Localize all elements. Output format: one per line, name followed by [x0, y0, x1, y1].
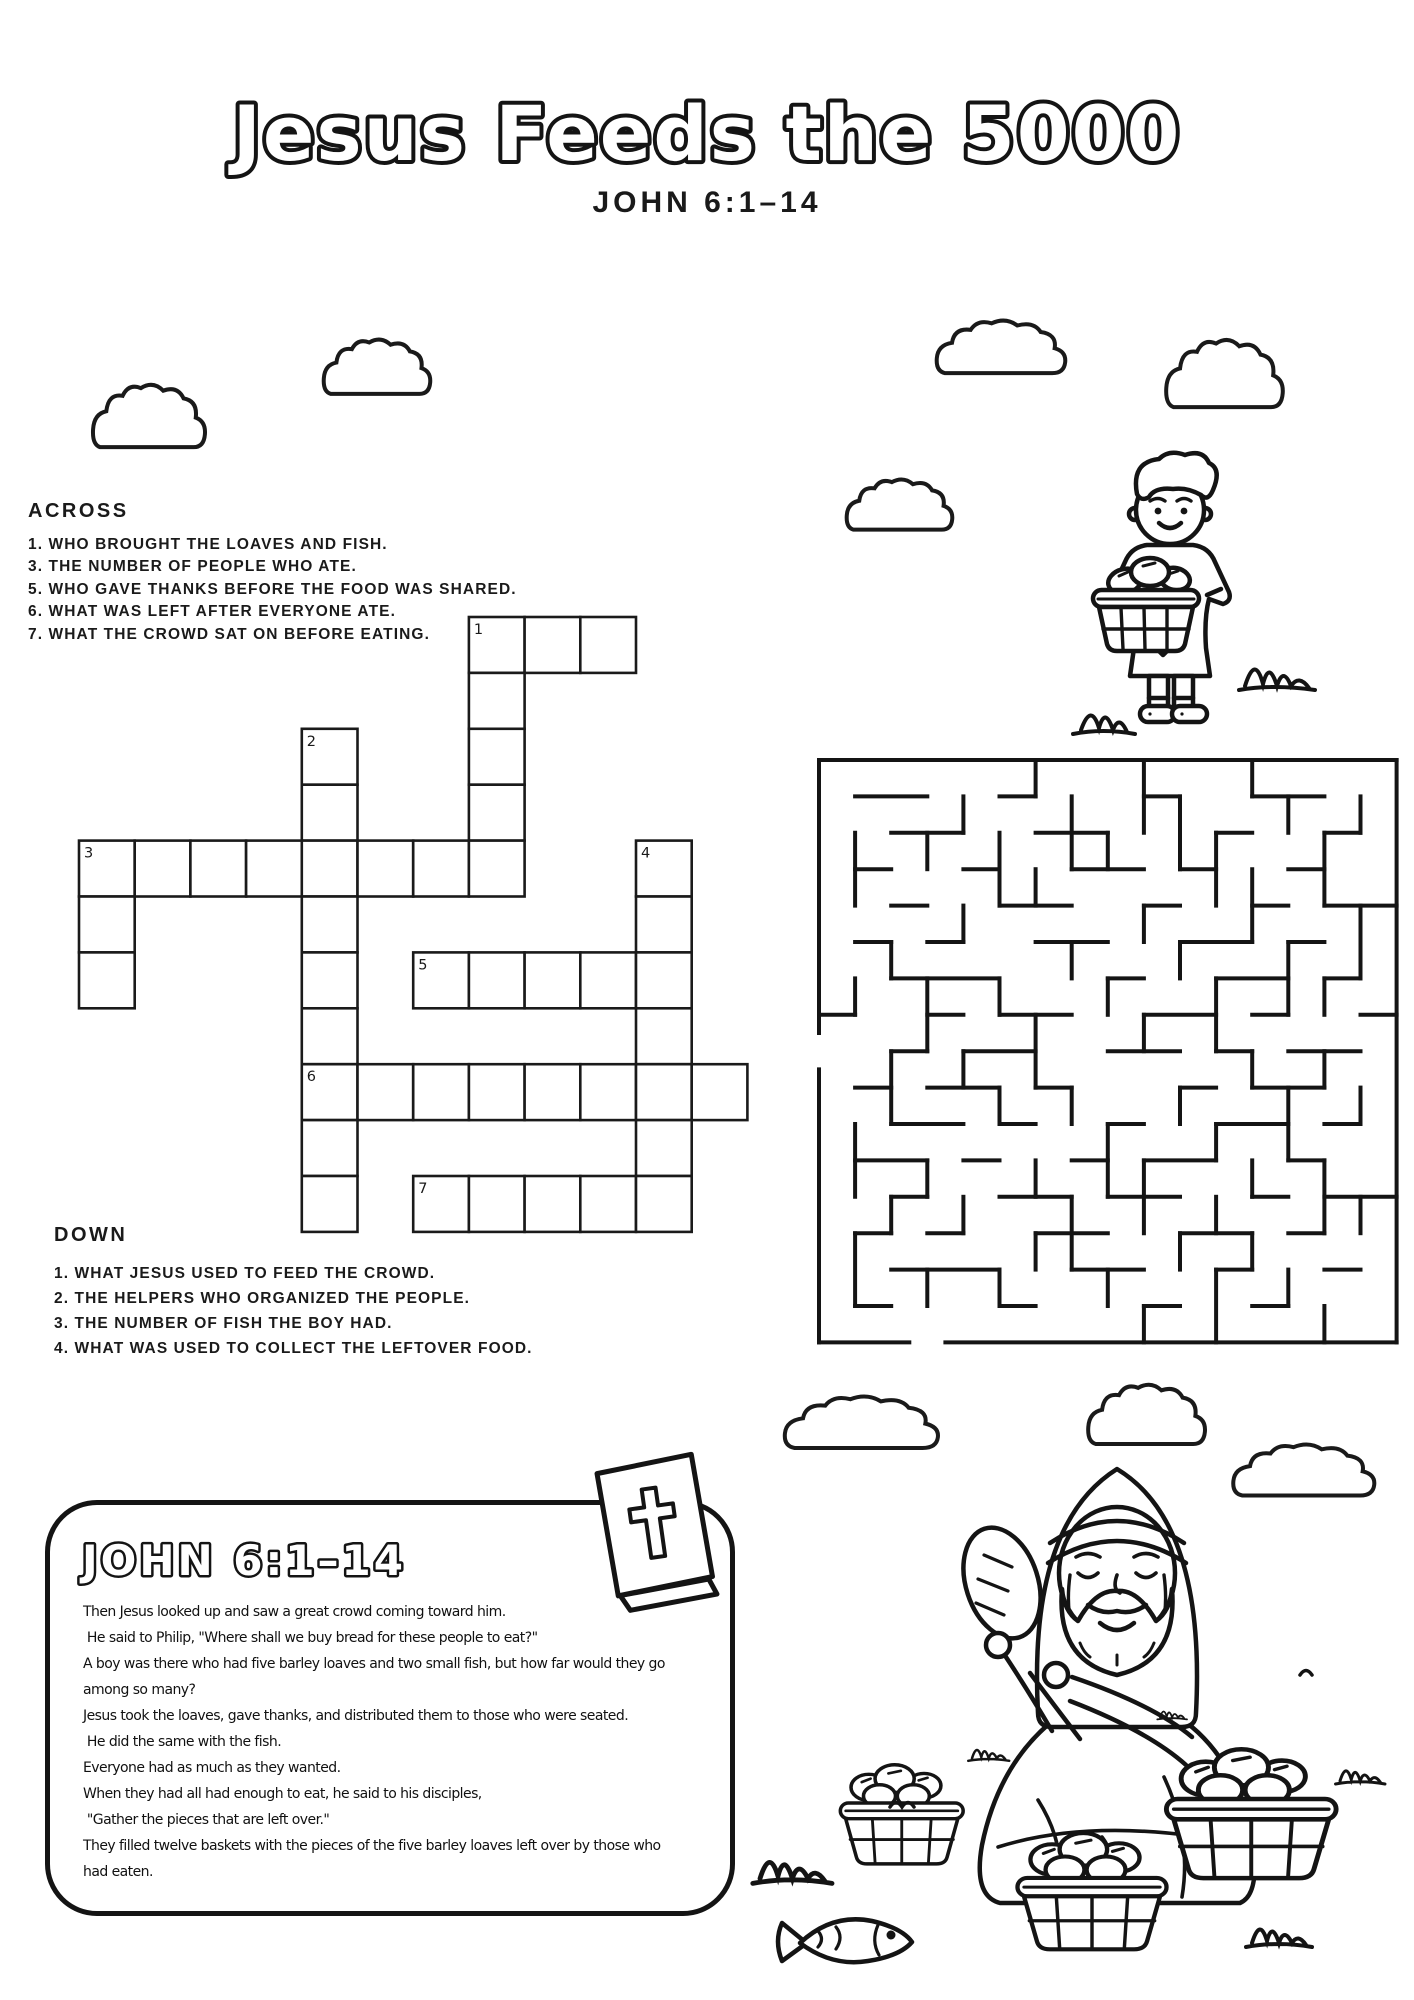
crossword-number: 4 [641, 845, 651, 862]
crossword-cell[interactable] [190, 841, 246, 897]
crossword-number: 7 [418, 1181, 428, 1197]
passage-line: When they had all had enough to eat, he said to his disciples, [83, 1786, 482, 1802]
crossword-number: 3 [84, 845, 94, 862]
crossword-grid[interactable] [77, 615, 749, 1235]
boy-with-basket-illustration [1063, 448, 1338, 748]
crossword-cell[interactable] [358, 1064, 414, 1120]
across-clue: 6. WHAT WAS LEFT AFTER EVERYONE ATE. [28, 603, 396, 621]
passage-line: Then Jesus looked up and saw a great crowd coming toward him. [83, 1604, 506, 1620]
cloud-icon [88, 383, 210, 460]
maze-puzzle[interactable] [817, 758, 1399, 1344]
across-clue: 3. THE NUMBER OF PEOPLE WHO ATE. [28, 558, 357, 576]
down-clue: 2. THE HELPERS WHO ORGANIZED THE PEOPLE. [54, 1290, 471, 1307]
jesus-feeding-illustration [740, 1375, 1414, 1980]
down-heading: DOWN [54, 1224, 128, 1246]
crossword-number: 5 [418, 957, 428, 974]
crossword-cell[interactable] [469, 673, 525, 729]
crossword-cell[interactable] [636, 897, 692, 953]
crossword-cell[interactable] [469, 1064, 525, 1120]
crossword-cell[interactable] [580, 617, 636, 673]
down-clue: 3. THE NUMBER OF FISH THE BOY HAD. [54, 1315, 393, 1332]
page-title: Jesus Feeds the 5000 [232, 89, 1182, 178]
crossword-cell[interactable] [580, 952, 636, 1008]
crossword-cell[interactable] [469, 785, 525, 841]
cloud-icon [931, 319, 1071, 384]
crossword-cell[interactable] [636, 1120, 692, 1176]
crossword-cell[interactable] [302, 952, 358, 1008]
crossword-cell[interactable] [135, 841, 191, 897]
crossword-number: 1 [473, 622, 484, 638]
crossword-cell[interactable] [413, 1064, 469, 1120]
passage-line: Everyone had as much as they wanted. [83, 1760, 341, 1776]
crossword-cell[interactable] [79, 952, 135, 1008]
down-clue-list [54, 1261, 533, 1361]
crossword-cell[interactable] [302, 785, 358, 841]
crossword-cell[interactable] [358, 841, 414, 897]
bible-book-icon [588, 1449, 725, 1620]
crossword-cell[interactable] [580, 1176, 636, 1232]
crossword-cell[interactable] [525, 952, 581, 1008]
cloud-icon [842, 478, 957, 540]
across-heading: ACROSS [28, 500, 129, 522]
crossword-cell[interactable] [302, 897, 358, 953]
crossword-cell[interactable] [246, 841, 302, 897]
crossword-cell[interactable] [469, 729, 525, 785]
cloud-icon [319, 338, 435, 405]
page-title-art [0, 58, 1414, 188]
passage-line: among so many? [83, 1682, 196, 1698]
crossword-cell[interactable] [469, 841, 525, 897]
crossword-cell[interactable] [79, 897, 135, 953]
scripture-reference-subtitle: JOHN 6:1–14 [592, 186, 822, 219]
across-clue: 1. WHO BROUGHT THE LOAVES AND FISH. [28, 536, 388, 553]
crossword-cell[interactable] [636, 1064, 692, 1120]
crossword-number: 2 [306, 733, 317, 750]
crossword-cell[interactable] [302, 1120, 358, 1176]
crossword-cell[interactable] [469, 952, 525, 1008]
crossword-cell[interactable] [692, 1064, 748, 1120]
passage-line: "Gather the pieces that are left over." [83, 1812, 330, 1828]
down-clues-section [54, 1224, 533, 1361]
crossword-cell[interactable] [302, 841, 358, 897]
crossword-cell[interactable] [413, 841, 469, 897]
passage-line: They filled twelve baskets with the pieces of the five barley loaves left over by those who [83, 1838, 661, 1854]
passage-line: He said to Philip, "Where shall we buy bread for these people to eat?" [83, 1630, 538, 1646]
crossword-cell[interactable] [636, 1176, 692, 1232]
cloud-icon [1161, 338, 1288, 421]
passage-line: He did the same with the fish. [83, 1734, 282, 1750]
crossword-cell[interactable] [636, 1008, 692, 1064]
crossword-number: 6 [306, 1069, 317, 1086]
crossword-cell[interactable] [302, 1008, 358, 1064]
passage-line: had eaten. [83, 1864, 153, 1880]
passage-title: JOHN 6:1–14 [82, 1536, 406, 1585]
crossword-cell[interactable] [636, 952, 692, 1008]
crossword-cell[interactable] [525, 617, 581, 673]
crossword-cell[interactable] [580, 1064, 636, 1120]
across-clue: 7. WHAT THE CROWD SAT ON BEFORE EATING. [28, 625, 430, 643]
crossword-cell[interactable] [525, 1064, 581, 1120]
passage-text [83, 1599, 723, 1885]
across-clue: 5. WHO GAVE THANKS BEFORE THE FOOD WAS SHARED. [28, 580, 517, 598]
down-clue: 4. WHAT WAS USED TO COLLECT THE LEFTOVER FOOD. [54, 1340, 533, 1357]
passage-title-art [78, 1523, 498, 1593]
crossword-cell[interactable] [525, 1176, 581, 1232]
passage-line: A boy was there who had five barley loaves and two small fish, but how far would they go [83, 1656, 665, 1672]
passage-line: Jesus took the loaves, gave thanks, and distributed them to those who were seated. [83, 1708, 629, 1724]
down-clue: 1. WHAT JESUS USED TO FEED THE CROWD. [54, 1265, 436, 1282]
